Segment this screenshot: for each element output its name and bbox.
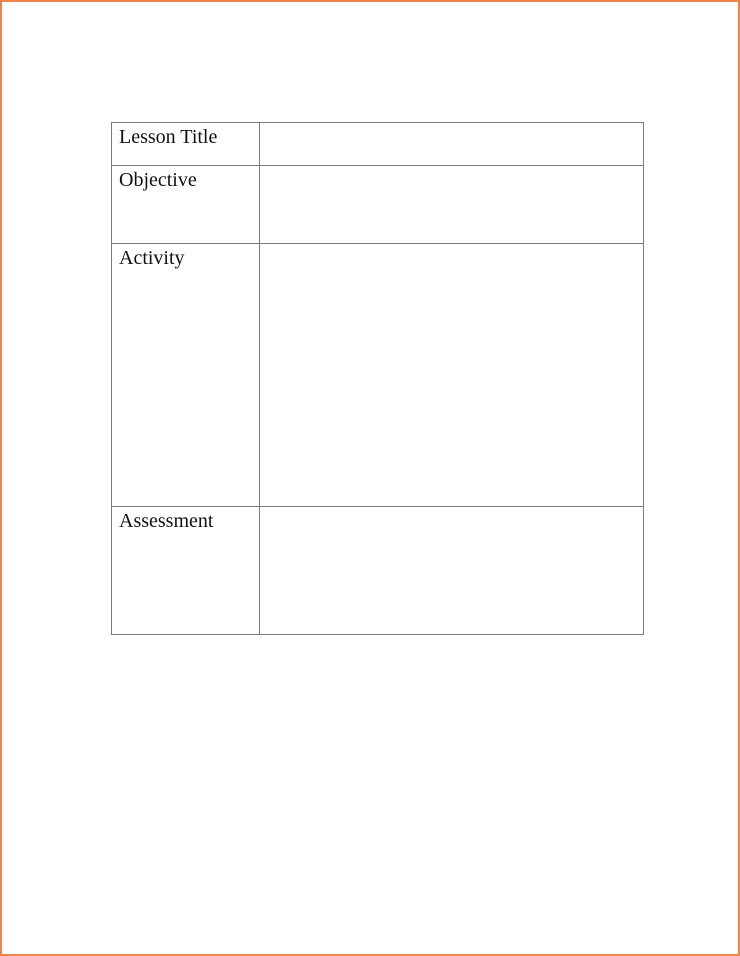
lesson-title-value-cell[interactable]	[260, 123, 644, 166]
table-row-activity	[112, 244, 644, 507]
lesson-title-label-cell	[112, 123, 260, 166]
table-row-objective	[112, 166, 644, 244]
lesson-plan-table	[111, 122, 644, 635]
objective-label: Objective	[119, 169, 197, 191]
activity-label: Activity	[119, 247, 185, 269]
activity-label-cell	[112, 244, 260, 507]
objective-label-cell	[112, 166, 260, 244]
assessment-label-cell	[112, 507, 260, 635]
table-row-assessment	[112, 507, 644, 635]
assessment-value-cell[interactable]	[260, 507, 644, 635]
lesson-title-label: Lesson Title	[119, 126, 218, 148]
assessment-label: Assessment	[119, 510, 214, 532]
table-row-lesson-title	[112, 123, 644, 166]
activity-value-cell[interactable]	[260, 244, 644, 507]
objective-value-cell[interactable]	[260, 166, 644, 244]
